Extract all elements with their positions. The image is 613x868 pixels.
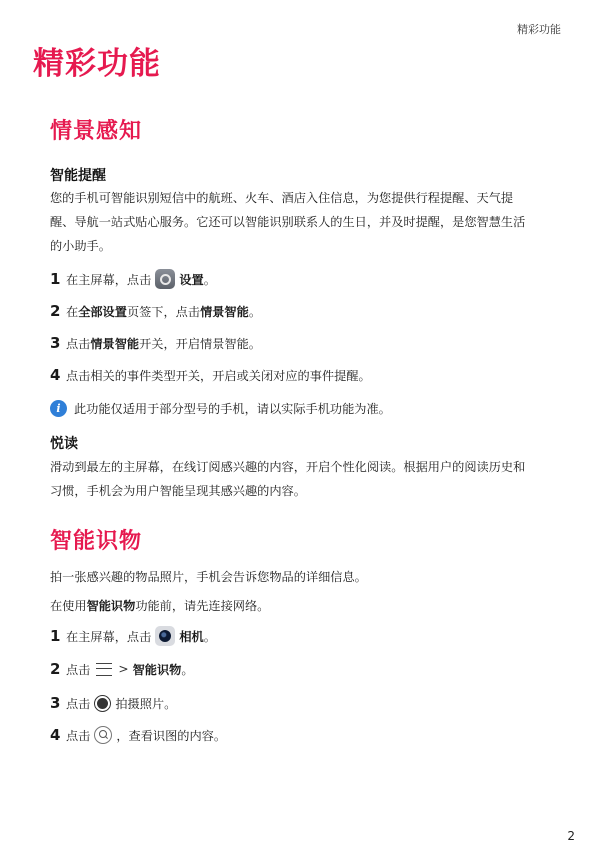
search-icon[interactable] xyxy=(94,726,112,744)
step-number: 1 xyxy=(50,627,61,645)
step-text: 点击相关的事件类型开关，开启或关闭对应的事件提醒。 xyxy=(66,368,371,383)
settings-icon[interactable] xyxy=(155,269,175,289)
step-number: 4 xyxy=(50,366,61,384)
paragraph-line: 滑动到最左的主屏幕，在线订阅感兴趣的内容，开启个性化阅读。根据用户的阅读历史和 xyxy=(50,460,526,474)
menu-icon[interactable] xyxy=(96,663,112,676)
step-1 xyxy=(50,624,216,648)
paragraph-text: 在使用 xyxy=(50,599,87,613)
info-icon: i xyxy=(50,400,67,417)
step-bold: 相机 xyxy=(179,629,204,644)
step-text: 。 xyxy=(203,272,216,287)
step-bold: 智能识物 xyxy=(132,662,182,677)
step-number: 4 xyxy=(50,726,61,744)
step-text: ，查看识图的内容。 xyxy=(116,728,227,743)
paragraph-network xyxy=(50,594,565,618)
paragraph-smart-reminder xyxy=(50,186,565,258)
step-bold: 情景智能 xyxy=(200,304,249,319)
paragraph-text: 功能前，请先连接网络。 xyxy=(135,599,270,613)
step-text: 页签下，点击 xyxy=(126,304,201,319)
paragraph-line: 您的手机可智能识别短信中的航班、火车、酒店入住信息，为您提供行程提醒、天气提 xyxy=(50,191,514,205)
step-text: 。 xyxy=(181,662,194,677)
note xyxy=(50,396,391,420)
step-text: 。 xyxy=(248,304,261,319)
step-number: 2 xyxy=(50,660,61,678)
step-text: 点击 xyxy=(66,728,91,743)
step-1 xyxy=(50,267,216,291)
step-number: 1 xyxy=(50,270,61,288)
step-text: 拍摄照片。 xyxy=(115,696,177,711)
chapter-title: 精彩功能 xyxy=(33,46,161,82)
step-2 xyxy=(50,299,261,323)
separator: > xyxy=(118,662,129,676)
step-number: 2 xyxy=(50,302,61,320)
step-bold: 设置 xyxy=(179,272,204,287)
paragraph-line: 醒、导航一站式贴心服务。它还可以智能识别联系人的生日，并及时提醒，是您智慧生活 xyxy=(50,215,526,229)
camera-icon[interactable] xyxy=(155,626,175,646)
subsection-title-reading: 悦读 xyxy=(50,436,78,452)
step-text: 在主屏幕，点击 xyxy=(66,629,152,644)
step-bold: 情景智能 xyxy=(90,336,140,351)
section-title-scene-aware: 情景感知 xyxy=(50,119,143,144)
step-text: 在主屏幕，点击 xyxy=(66,272,152,287)
note-text: 此功能仅适用于部分型号的手机，请以实际手机功能为准。 xyxy=(74,401,391,416)
running-header: 精彩功能 xyxy=(517,23,561,36)
paragraph-reading xyxy=(50,455,565,503)
step-text: 点击 xyxy=(66,696,91,711)
step-text: 开关，开启情景智能。 xyxy=(139,336,261,351)
paragraph-object-intro: 拍一张感兴趣的物品照片，手机会告诉您物品的详细信息。 xyxy=(50,570,367,584)
paragraph-line: 习惯，手机会为用户智能呈现其感兴趣的内容。 xyxy=(50,484,306,498)
shutter-icon[interactable] xyxy=(94,695,111,712)
page-number: 2 xyxy=(567,829,575,843)
step-3 xyxy=(50,331,261,355)
step-text: 在 xyxy=(66,304,79,319)
section-title-object-recognition: 智能识物 xyxy=(50,529,143,554)
step-text: 点击 xyxy=(66,336,91,351)
step-bold: 全部设置 xyxy=(78,304,127,319)
step-number: 3 xyxy=(50,694,61,712)
step-3 xyxy=(50,691,176,715)
step-text: 点击 xyxy=(66,662,91,677)
step-text: 。 xyxy=(203,629,216,644)
step-number: 3 xyxy=(50,334,61,352)
subsection-title-smart-reminder: 智能提醒 xyxy=(50,168,106,184)
step-4 xyxy=(50,363,371,387)
paragraph-bold: 智能识物 xyxy=(86,599,136,613)
paragraph-line: 的小助手。 xyxy=(50,239,111,253)
step-2 xyxy=(50,657,194,681)
step-4 xyxy=(50,723,226,747)
